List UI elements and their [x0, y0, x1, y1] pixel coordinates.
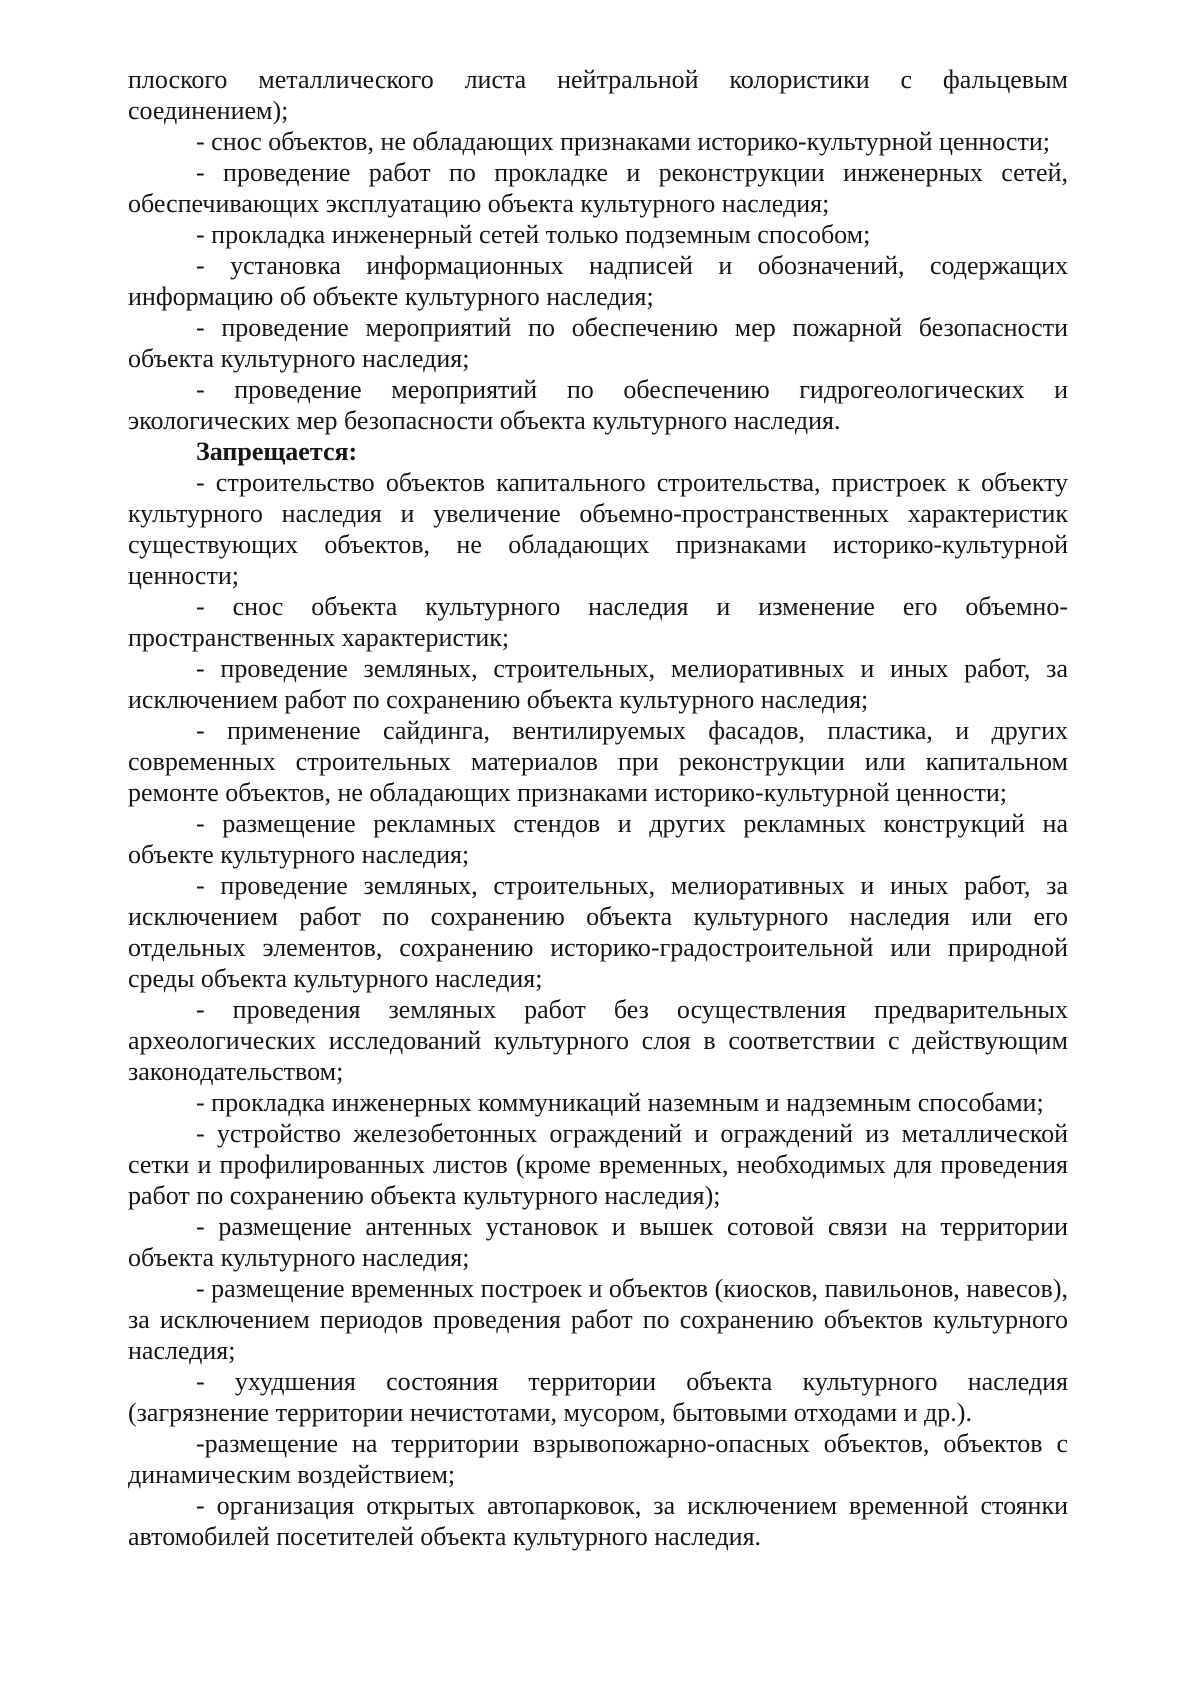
paragraph-continuation: плоского металлического листа нейтральной колористики с фальцевым соединением);	[128, 65, 1068, 125]
prohibited-item: - размещение временных построек и объектов (киосков, павильонов, навесов), за исключением периодов проведения работ по сохранению объектов культурного наследия;	[128, 1274, 1068, 1365]
permitted-item: - проведение работ по прокладке и реконструкции инженерных сетей, обеспечивающих эксплуатацию объекта культурного наследия;	[128, 158, 1068, 218]
prohibited-item: - прокладка инженерных коммуникаций наземным и надземным способами;	[196, 1088, 1044, 1117]
prohibited-item: - проведение земляных, строительных, мелиоративных и иных работ, за исключением работ по сохранению объекта культурного наследия или его отдельных элементов, сохранению историко-градостроительной или природной среды объекта культурного наследия;	[128, 871, 1068, 993]
prohibited-item: - снос объекта культурного наследия и изменение его объемно-пространственных характеристик;	[128, 592, 1068, 652]
prohibited-item: - проведения земляных работ без осуществления предварительных археологических исследований культурного слоя в соответствии с действующим законодательством;	[128, 995, 1068, 1086]
document-page	[128, 64, 1068, 1552]
prohibited-item: - строительство объектов капитального строительства, пристроек к объекту культурного наследия и увеличение объемно-пространственных характеристик существующих объектов, не обладающих признаками историко-культурной ценности;	[128, 468, 1068, 590]
permitted-item: - снос объектов, не обладающих признаками историко-культурной ценности;	[196, 127, 1050, 156]
prohibited-heading: Запрещается:	[196, 437, 358, 466]
permitted-item: - проведение мероприятий по обеспечению мер пожарной безопасности объекта культурного наследия;	[128, 313, 1068, 373]
prohibited-item: -размещение на территории взрывопожарно-опасных объектов, объектов с динамическим воздействием;	[128, 1429, 1068, 1489]
permitted-item: - установка информационных надписей и обозначений, содержащих информацию об объекте культурного наследия;	[128, 251, 1068, 311]
permitted-item: - проведение мероприятий по обеспечению гидрогеологических и экологических мер безопасности объекта культурного наследия.	[128, 375, 1068, 435]
prohibited-item: - устройство железобетонных ограждений и ограждений из металлической сетки и профилированных листов (кроме временных, необходимых для проведения работ по сохранению объекта культурного наследия);	[128, 1119, 1068, 1210]
prohibited-item: - организация открытых автопарковок, за исключением временной стоянки автомобилей посетителей объекта культурного наследия.	[128, 1491, 1068, 1551]
permitted-item: - прокладка инженерный сетей только подземным способом;	[196, 220, 871, 249]
prohibited-item: - размещение рекламных стендов и других рекламных конструкций на объекте культурного наследия;	[128, 809, 1068, 869]
prohibited-item: - проведение земляных, строительных, мелиоративных и иных работ, за исключением работ по сохранению объекта культурного наследия;	[128, 654, 1068, 714]
prohibited-item: - применение сайдинга, вентилируемых фасадов, пластика, и других современных строительных материалов при реконструкции или капитальном ремонте объектов, не обладающих признаками историко-культурной ценности;	[128, 716, 1068, 807]
prohibited-item: - ухудшения состояния территории объекта культурного наследия (загрязнение территории нечистотами, мусором, бытовыми отходами и др.).	[128, 1367, 1068, 1427]
prohibited-item: - размещение антенных установок и вышек сотовой связи на территории объекта культурного наследия;	[128, 1212, 1068, 1272]
